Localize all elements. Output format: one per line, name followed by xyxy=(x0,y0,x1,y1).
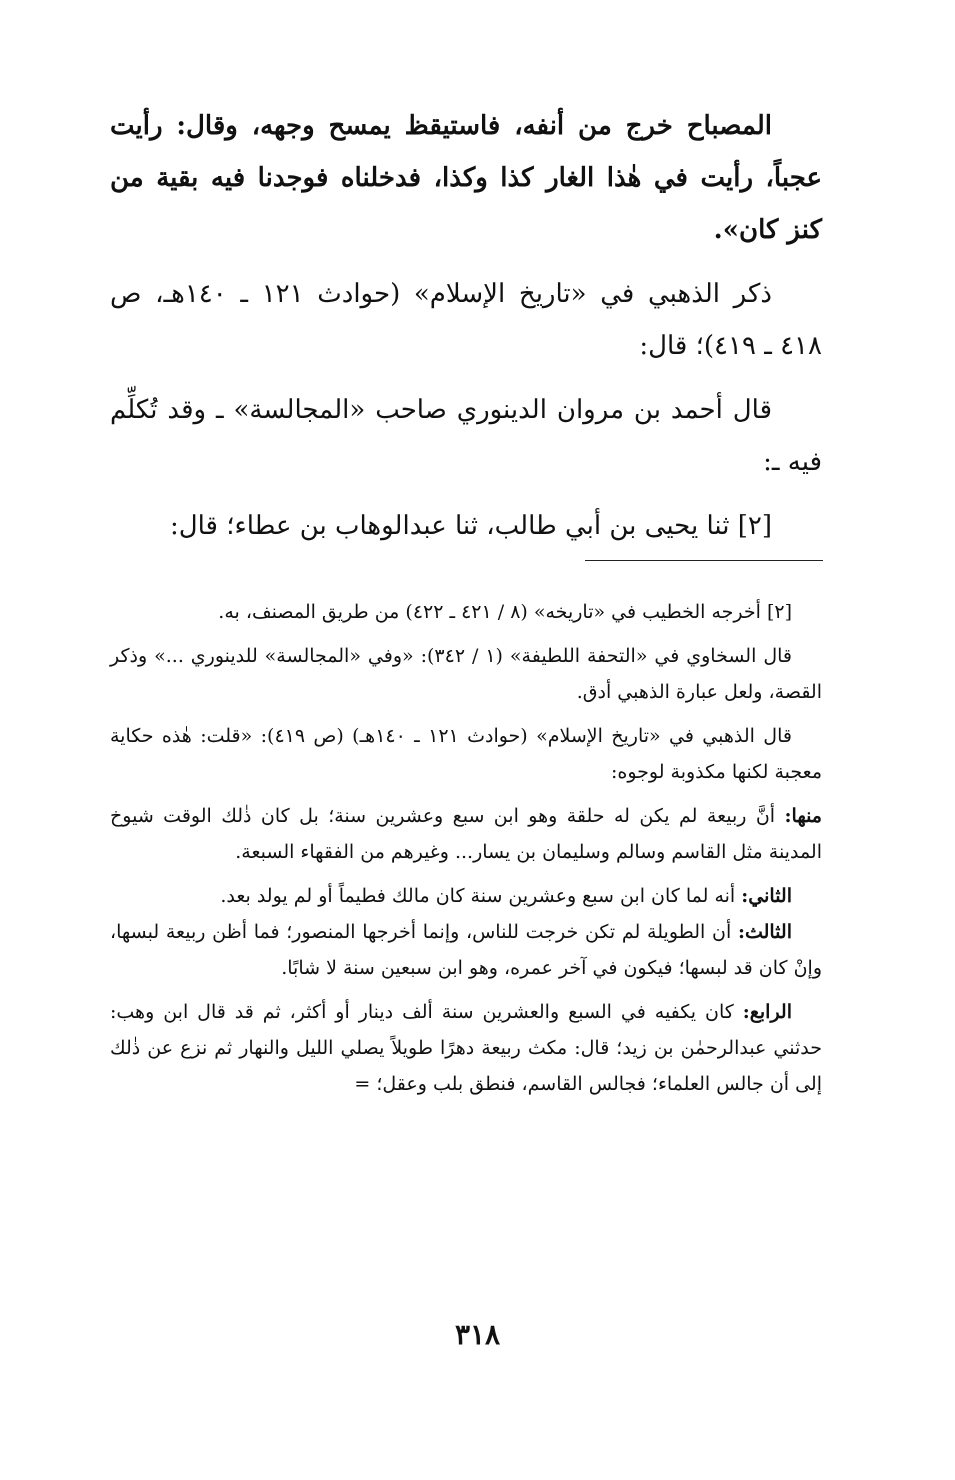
page-number: ٣١٨ xyxy=(454,1318,501,1351)
paragraph-story-end: المصباح خرج من أنفه، فاستيقظ يمسح وجهه، وقال: رأيت عجباً، رأيت في هٰذا الغار كذا وكذا، فدخلناه فوجدنا فيه بقية من كنز كان». xyxy=(110,111,822,245)
reason-3-text: أن الطويلة لم تكن خرجت للناس، وإنما أخرجها المنصور؛ فما أظن ربيعة لبسها، وإنْ كان قد لبسها؛ فيكون في آخر عمره، وهو ابن سبعين سنة لا شابًا. xyxy=(110,921,822,979)
reason-1-text: أنَّ ربيعة لم يكن له حلقة وهو ابن سبع وعشرين سنة؛ بل كان ذٰلك الوقت شيوخ المدينة مثل القاسم وسالم وسليمان بن يسار... وغيرهم من الفقهاء السبعة. xyxy=(110,805,822,863)
paragraph-narration-2: [٢] ثنا يحيى بن أبي طالب، ثنا عبدالوهاب بن عطاء؛ قال: xyxy=(169,511,772,541)
reason-4-lead: الرابع: xyxy=(742,1001,792,1023)
footnote-reason-3 xyxy=(110,914,822,986)
paragraph-dhahabi-reference: ذكر الذهبي في «تاريخ الإسلام» (حوادث ١٢١ ـ ١٤٠هـ، ص ٤١٨ ـ ٤١٩)؛ قال: xyxy=(110,279,822,361)
footnote-reason-2 xyxy=(110,878,822,914)
reason-4-text: كان يكفيه في السبع والعشرين سنة ألف دينار أو أكثر، ثم قد قال ابن وهب: حدثني عبدالرحمٰن بن زيد؛ قال: مكث ربيعة دهرًا طويلاً يصلي الليل والنهار ثم نزع عن ذٰلك إلى أن جالس العلماء؛ فجالس القاسم، فنطق بلب وعقل؛ = xyxy=(110,1001,822,1095)
footnote-2: [٢] أخرجه الخطيب في «تاريخه» (٨ / ٤٢١ ـ ٤٢٢) من طريق المصنف، به. xyxy=(218,601,792,623)
footnotes xyxy=(110,594,822,1102)
footnote-dhahabi: قال الذهبي في «تاريخ الإسلام» (حوادث ١٢١ ـ ١٤٠هـ) (ص ٤١٩): «قلت: هٰذه حكاية معجبة لكنها مكذوبة لوجوه: xyxy=(110,725,822,783)
footnote-separator xyxy=(585,560,823,561)
footnote-sakhawi: قال السخاوي في «التحفة اللطيفة» (١ / ٣٤٢): «وفي «المجالسة» للدينوري ...» وذكر القصة، ولعل عبارة الذهبي أدق. xyxy=(110,645,822,703)
reason-2-lead: الثاني: xyxy=(741,885,792,907)
main-text xyxy=(110,100,822,552)
paragraph-dinawari-intro: قال أحمد بن مروان الدينوري صاحب «المجالسة» ـ وقد تُكلِّم فيه ـ: xyxy=(110,395,822,477)
reason-3-lead: الثالث: xyxy=(737,921,792,943)
reason-1-lead: منها: xyxy=(784,805,822,827)
reason-2-text: أنه لما كان ابن سبع وعشرين سنة كان مالك فطيماً أو لم يولد بعد. xyxy=(220,885,742,907)
footnote-reason-4 xyxy=(110,994,822,1102)
footnote-reason-1 xyxy=(110,798,822,870)
